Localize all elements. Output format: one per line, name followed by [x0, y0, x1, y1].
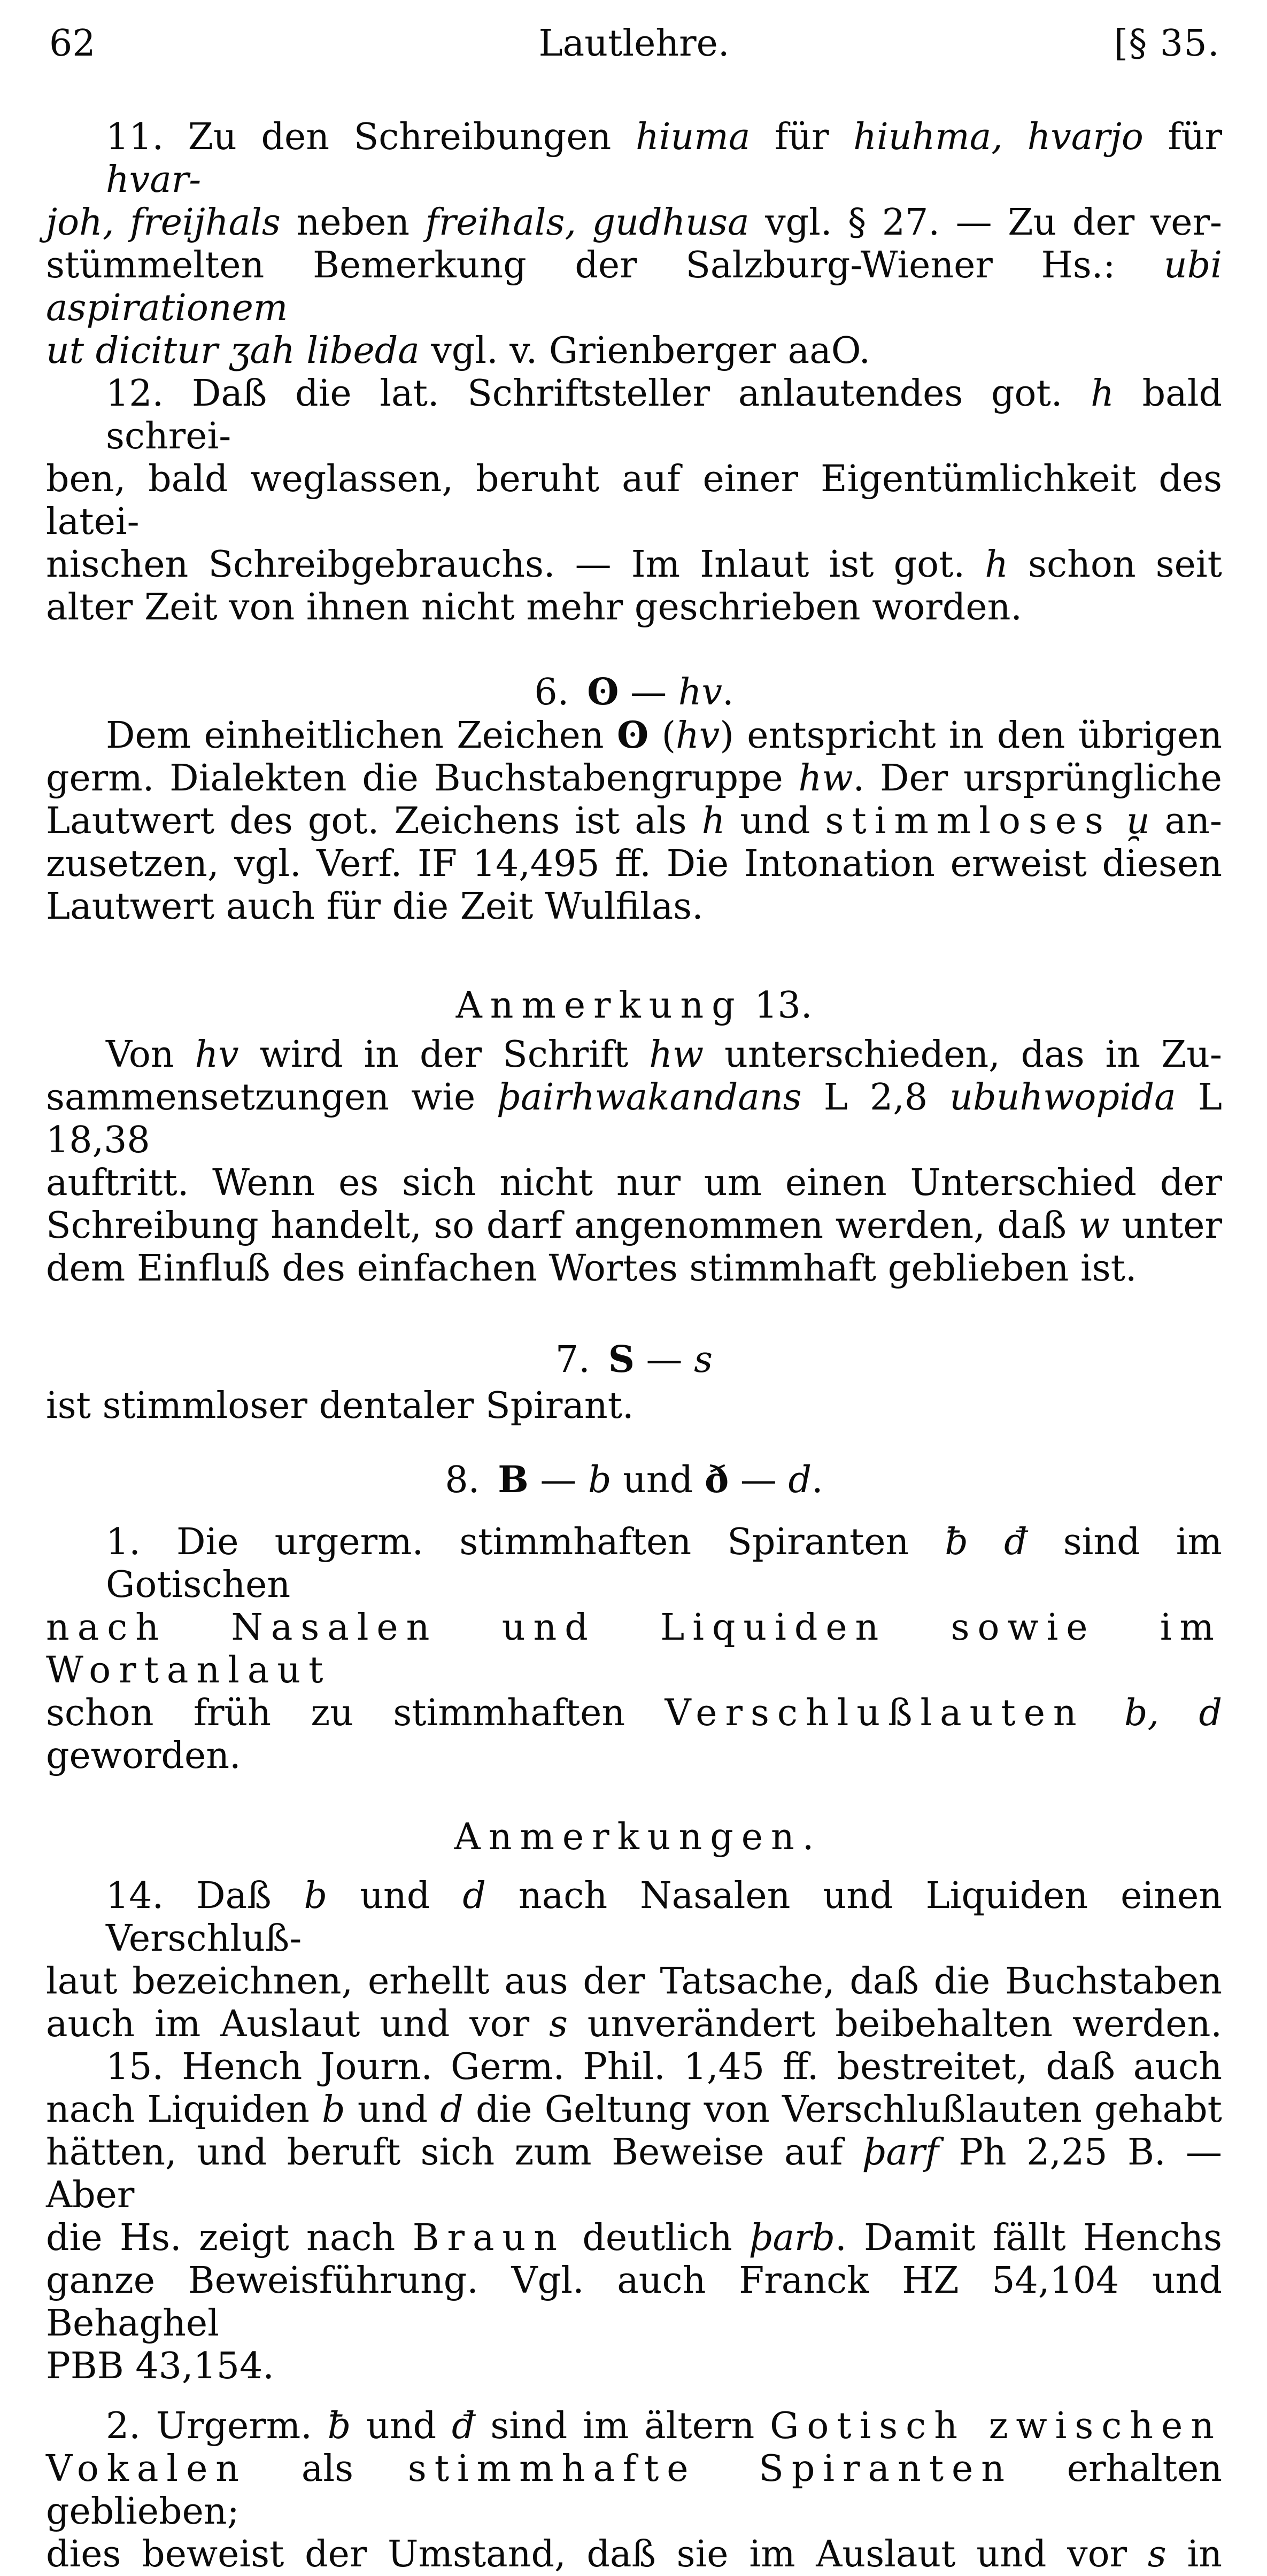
- text-run: 2. Urgerm.: [106, 2405, 328, 2447]
- text-run: 1. Die urgerm. stimmhaften Spiranten: [106, 1521, 945, 1563]
- text-line: [46, 1692, 1222, 1778]
- gothic-letter: S: [608, 1338, 635, 1381]
- text-line: [46, 458, 1222, 544]
- text-line: [46, 2217, 1222, 2260]
- text-run: schon früh zu stimmhaften: [46, 1692, 665, 1734]
- text-line: [46, 1458, 1222, 1502]
- text-run: Schreibung handelt, so darf angenommen werden, daß: [46, 1205, 1079, 1247]
- paragraph: [46, 373, 1222, 629]
- text-line: [46, 1162, 1222, 1205]
- gothic-letter: ð: [704, 1458, 729, 1501]
- italic-run: b,: [1124, 1692, 1160, 1734]
- italic-run: þarf: [863, 2131, 939, 2174]
- text-run: ) entspricht in den übrigen: [720, 715, 1222, 757]
- text-run: bald schrei-: [106, 373, 1222, 457]
- text-run: sammensetzungen wie: [46, 1076, 498, 1119]
- italic-run: h: [701, 800, 725, 842]
- section-heading: [46, 1458, 1222, 1502]
- text-run: .: [812, 1459, 823, 1501]
- text-line: [46, 1338, 1222, 1382]
- text-run: [1085, 1692, 1124, 1734]
- text-run: . Damit fällt Henchs: [835, 2217, 1222, 2259]
- text-line: [46, 1205, 1222, 1247]
- italic-run: hvar-: [106, 159, 202, 201]
- running-title: Lautlehre.: [538, 22, 730, 65]
- text-line: [46, 2533, 1222, 2576]
- text-run: auftritt. Wenn es sich nicht nur um einen Unterschied der: [46, 1162, 1222, 1204]
- spaced-run: Braun: [412, 2217, 566, 2259]
- text-run: Lautwert auch für die Zeit Wulfilas.: [46, 886, 704, 928]
- running-head: [46, 22, 1222, 65]
- text-run: 13.: [743, 984, 813, 1027]
- italic-run: d: [462, 1875, 486, 1917]
- text-run: 15. Hench Journ. Germ. Phil. 1,45 ff. bestreitet, daß auch: [106, 2046, 1222, 2088]
- text-run: Ph 2,25 B. — Aber: [46, 2131, 1222, 2216]
- text-run: vgl. v. Grienberger aaO.: [419, 330, 871, 372]
- section-heading: [46, 1338, 1222, 1382]
- text-line: [46, 1960, 1222, 2003]
- page-number: 62: [49, 22, 96, 65]
- italic-run: b: [588, 1459, 612, 1501]
- italic-run: đ: [1004, 1521, 1027, 1563]
- spaced-run: Gotisch zwischen: [770, 2405, 1222, 2447]
- text-run: Lautwert des got. Zeichens ist als: [46, 800, 702, 842]
- text-run: germ. Dialekten die Buchstabengruppe: [46, 757, 799, 800]
- text-run: —: [619, 671, 678, 713]
- text-run: [576, 201, 592, 244]
- text-run: 14. Daß: [106, 1875, 304, 1917]
- italic-run: ut dicitur ʒah libeda: [46, 330, 420, 372]
- section-heading: [46, 671, 1222, 714]
- italic-run: hv: [676, 715, 720, 757]
- text-line: [46, 984, 1222, 1027]
- text-line: [46, 330, 1222, 373]
- italic-run: gudhusa: [592, 201, 750, 244]
- text-run: [1003, 116, 1027, 158]
- text-run: —: [729, 1459, 789, 1501]
- text-run: L 2,8: [801, 1076, 950, 1119]
- text-line: [46, 1607, 1222, 1692]
- spaced-run: nach Nasalen und Liquiden sowie im Wortanlaut: [46, 1607, 1222, 1692]
- text-run: und: [611, 1459, 705, 1501]
- italic-run: đ: [451, 2405, 475, 2447]
- text-run: und: [345, 2089, 441, 2131]
- text-run: Dem einheitlichen Zeichen: [106, 715, 617, 757]
- text-run: ben, bald weglassen, beruht auf einer Eigentümlichkeit des latei-: [46, 458, 1222, 543]
- text-line: [46, 2131, 1222, 2217]
- italic-run: s: [1147, 2533, 1166, 2575]
- text-line: [46, 1385, 1222, 1427]
- text-line: [46, 586, 1222, 629]
- text-run: [968, 1521, 1004, 1563]
- text-run: 7.: [555, 1339, 608, 1381]
- text-run: . Der ursprüngliche: [853, 757, 1222, 800]
- spaced-run: Vokalen: [46, 2448, 248, 2490]
- text-run: dem Einfluß des einfachen Wortes stimmhaft geblieben ist.: [46, 1247, 1137, 1290]
- text-run: für: [750, 116, 854, 158]
- italic-run: d: [788, 1459, 812, 1501]
- paragraph: [46, 714, 1222, 928]
- italic-run: hv: [195, 1034, 239, 1076]
- text-run: ist stimmloser dentaler Spirant.: [46, 1385, 634, 1427]
- italic-run: joh,: [46, 201, 114, 244]
- paragraph: [46, 1034, 1222, 1290]
- paragraph: [46, 116, 1222, 373]
- italic-run: hiuhma,: [853, 116, 1003, 158]
- text-run: (: [648, 715, 676, 757]
- section-reference: [§ 35.: [1114, 22, 1220, 65]
- text-line: [46, 2345, 1222, 2388]
- italic-run: d: [1199, 1692, 1223, 1734]
- text-run: 12. Daß die lat. Schriftsteller anlautendes got.: [106, 373, 1091, 415]
- text-run: .: [802, 1816, 814, 1858]
- text-line: [46, 2046, 1222, 2089]
- text-line: [46, 800, 1222, 843]
- text-line: [46, 2089, 1222, 2131]
- italic-run: w: [1078, 1205, 1110, 1247]
- text-run: dies beweist der Umstand, daß sie im Auslaut und vor: [46, 2533, 1148, 2575]
- italic-run: freihals,: [425, 201, 576, 244]
- italic-run: hw: [649, 1034, 704, 1076]
- text-run: alter Zeit von ihnen nicht mehr geschrieben worden.: [46, 586, 1022, 629]
- paragraph: [46, 1875, 1222, 2046]
- text-line: [46, 1521, 1222, 1607]
- text-line: [46, 116, 1222, 201]
- text-line: [46, 201, 1222, 244]
- text-run: .: [722, 671, 734, 713]
- text-run: unter: [1109, 1205, 1222, 1247]
- italic-run: hv: [678, 671, 722, 713]
- text-run: sind im ältern: [475, 2405, 770, 2447]
- text-run: —: [634, 1339, 694, 1381]
- text-line: [46, 1076, 1222, 1162]
- text-line: [46, 843, 1222, 886]
- text-run: vgl. § 27. — Zu der ver-: [749, 201, 1222, 244]
- text-run: die Geltung von Verschlußlauten gehabt: [463, 2089, 1222, 2131]
- text-line: [46, 2260, 1222, 2345]
- text-run: ganze Beweisführung. Vgl. auch Franck HZ 54,104 und Behaghel: [46, 2260, 1222, 2345]
- spaced-run: Anmerkung: [455, 984, 743, 1027]
- italic-run: þarb: [749, 2217, 836, 2259]
- text-line: [46, 373, 1222, 458]
- text-run: deutlich: [565, 2217, 750, 2259]
- text-run: —: [528, 1459, 588, 1501]
- italic-run: d: [440, 2089, 463, 2131]
- text-run: unverändert beibehalten werden.: [567, 2003, 1222, 2045]
- gothic-letter: ʘ: [587, 671, 619, 713]
- italic-run: u̯: [1126, 800, 1150, 842]
- text-line: [46, 2405, 1222, 2448]
- italic-run: ƀ: [327, 2405, 351, 2447]
- italic-run: hiuma: [636, 116, 751, 158]
- text-run: an-: [1149, 800, 1222, 842]
- text-run: [114, 201, 130, 244]
- paragraph: [46, 2405, 1222, 2576]
- text-run: auch im Auslaut und vor: [46, 2003, 549, 2045]
- paragraph: [46, 1385, 1222, 1427]
- text-line: [46, 1247, 1222, 1290]
- spaced-run: Verschlußlauten: [665, 1692, 1085, 1734]
- text-run: erhalten geblieben;: [46, 2448, 1222, 2533]
- text-run: die Hs. zeigt nach: [46, 2217, 413, 2259]
- text-run: hätten, und beruft sich zum Beweise auf: [46, 2131, 863, 2174]
- text-run: [1111, 800, 1126, 842]
- text-line: [46, 757, 1222, 800]
- text-run: in: [1166, 2533, 1222, 2575]
- text-run: schon seit: [1008, 544, 1222, 586]
- text-run: sind im Gotischen: [106, 1521, 1222, 1606]
- gothic-letter: ʘ: [616, 714, 649, 757]
- italic-run: s: [694, 1339, 713, 1381]
- spaced-run: Anmerkungen: [454, 1816, 802, 1858]
- italic-run: freijhals: [130, 201, 281, 244]
- text-run: L 18,38: [46, 1076, 1222, 1161]
- text-run: nach Nasalen und Liquiden einen Verschluß-: [106, 1875, 1222, 1960]
- spaced-run: stimmloses: [825, 800, 1111, 842]
- text-run: PBB 43,154.: [46, 2345, 274, 2387]
- text-run: [1159, 1692, 1199, 1734]
- text-run: 11. Zu den Schreibungen: [106, 116, 636, 158]
- italic-run: h: [1091, 373, 1114, 415]
- text-run: wird in der Schrift: [238, 1034, 650, 1076]
- text-run: nischen Schreibgebrauchs. — Im Inlaut ist got.: [46, 544, 985, 586]
- text-line: [46, 2448, 1222, 2533]
- text-line: [46, 1875, 1222, 1960]
- text-run: und: [725, 800, 825, 842]
- italic-run: b: [322, 2089, 345, 2131]
- italic-run: ƀ: [945, 1521, 968, 1563]
- section-heading: [46, 984, 1222, 1027]
- italic-run: h: [985, 544, 1008, 586]
- section-heading: [46, 1816, 1222, 1859]
- text-run: laut bezeichnen, erhellt aus der Tatsache, daß die Buchstaben: [46, 1960, 1222, 2003]
- text-line: [46, 1034, 1222, 1076]
- text-run: stümmelten Bemerkung der Salzburg-Wiener Hs.:: [46, 244, 1164, 286]
- text-line: [46, 714, 1222, 757]
- italic-run: hvarjo: [1027, 116, 1144, 158]
- text-run: und: [327, 1875, 463, 1917]
- italic-run: b: [304, 1875, 328, 1917]
- text-line: [46, 1816, 1222, 1859]
- text-run: für: [1143, 116, 1222, 158]
- text-run: nach Liquiden: [46, 2089, 322, 2131]
- paragraph: [46, 2046, 1222, 2388]
- text-line: [46, 544, 1222, 586]
- text-blocks: [46, 116, 1222, 2576]
- gothic-letter: B: [498, 1458, 529, 1501]
- italic-run: þairhwakandans: [497, 1076, 802, 1119]
- text-run: neben: [280, 201, 426, 244]
- text-run: Von: [106, 1034, 195, 1076]
- italic-run: s: [548, 2003, 568, 2045]
- text-run: 8.: [445, 1459, 498, 1501]
- italic-run: ubi aspirationem: [46, 244, 1222, 329]
- text-run: und: [351, 2405, 452, 2447]
- text-line: [46, 244, 1222, 330]
- text-run: unterschieden, das in Zu-: [704, 1034, 1222, 1076]
- text-line: [46, 671, 1222, 714]
- text-line: [46, 886, 1222, 928]
- paragraph: [46, 1521, 1222, 1778]
- spaced-run: stimmhafte Spiranten: [407, 2448, 1013, 2490]
- text-run: zusetzen, vgl. Verf. IF 14,495 ff. Die Intonation erweist diesen: [46, 843, 1222, 885]
- italic-run: ubuhwopida: [949, 1076, 1176, 1119]
- text-run: 6.: [534, 671, 588, 713]
- italic-run: hw: [798, 757, 853, 800]
- text-line: [46, 2003, 1222, 2046]
- text-run: als: [247, 2448, 408, 2490]
- text-run: geworden.: [46, 1735, 241, 1777]
